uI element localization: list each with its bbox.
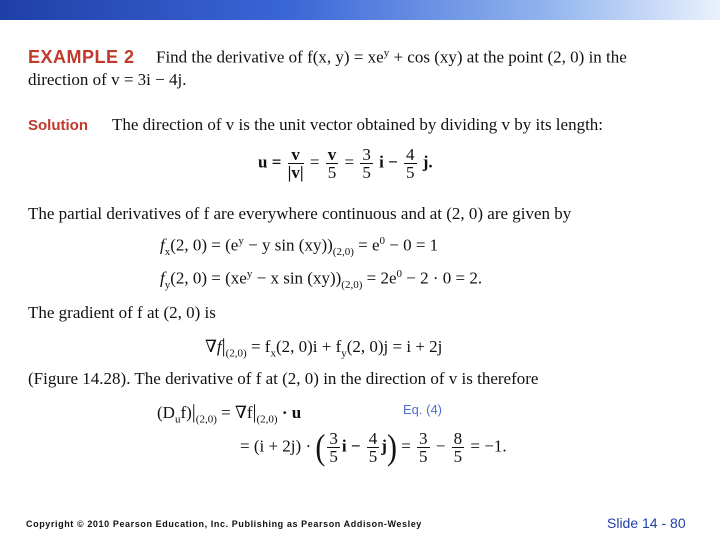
grad-lhs: ∇f: [205, 337, 222, 356]
frac-num: 4: [406, 145, 415, 164]
grad-eval-point: (2,0): [225, 347, 247, 360]
fy-sup: y: [246, 268, 253, 280]
dd-lhs-sub: u: [174, 413, 181, 426]
final-equation: [240, 427, 507, 467]
fy-eval-point: (2,0): [341, 279, 363, 292]
equation-reference: Eq. (4): [403, 402, 443, 417]
figure-reference-text: (Figure 14.28). The derivative of f at (2, 0) in the direction of v is therefore: [28, 369, 539, 388]
final-j: j: [381, 436, 387, 456]
fy-lhs-rest: (2, 0) = (xe: [170, 268, 247, 288]
fx-mid: − y sin (xy)): [243, 235, 333, 255]
unit-vector-equation: [258, 146, 433, 181]
solution-label: Solution: [28, 117, 88, 134]
example-statement-line2: direction of v = 3i − 4j.: [28, 70, 187, 89]
fraction-8-5: [452, 430, 465, 465]
fy-rhs: = 2e: [362, 268, 397, 288]
solution-text: The direction of v is the unit vector obtained by dividing v by its length:: [112, 115, 604, 134]
eval-bar: |: [221, 335, 226, 357]
final-start: = (i + 2j) ·: [240, 436, 312, 456]
example-line1-sup: y: [383, 47, 390, 59]
gradient-text: The gradient of f at (2, 0) is: [28, 303, 216, 322]
grad-end: (2, 0)j = i + 2j: [346, 337, 443, 356]
header-gradient-bar: [0, 0, 720, 20]
i-term: i −: [379, 152, 398, 172]
gradient-equation: [205, 335, 442, 359]
frac-num: 3: [362, 145, 371, 164]
frac-num: 3: [419, 429, 428, 448]
frac-den: 5: [453, 447, 463, 466]
frac-num: 8: [453, 429, 463, 448]
frac-den: |v|: [287, 163, 304, 182]
frac-den: 5: [368, 447, 378, 466]
dd-mid: = ∇f: [216, 403, 253, 422]
fraction-4-5: [367, 430, 380, 465]
dd-lhs-rest: f): [180, 403, 192, 422]
dd-eval-point: (2,0): [195, 413, 217, 426]
example-line1-text: Find the derivative of f(x, y) = xe: [156, 47, 384, 67]
fy-mid: − x sin (xy)): [252, 268, 342, 288]
fraction-3-5: [417, 430, 430, 465]
frac-num: 3: [329, 429, 338, 448]
frac-den: 5: [362, 163, 371, 182]
frac-num: v: [291, 145, 300, 164]
frac-num: 4: [368, 429, 378, 448]
dd-end: · u: [277, 403, 302, 422]
equals-sign: =: [309, 152, 320, 172]
fraction-3-5: [360, 146, 373, 181]
dd-lhs: (D: [157, 403, 175, 422]
eval-bar: |: [252, 401, 257, 423]
fy-f: f: [160, 268, 165, 288]
fraction-4-5: [404, 146, 417, 181]
frac-den: 5: [419, 447, 428, 466]
grad-rhs: = f: [246, 337, 271, 356]
slide-number: Slide 14 - 80: [607, 515, 686, 531]
final-result: = −1.: [470, 436, 507, 456]
dd-eval-point-2: (2,0): [256, 413, 278, 426]
fy-rhs-sup: 0: [396, 268, 402, 280]
equals-sign: =: [344, 152, 355, 172]
partials-text: The partial derivatives of f are everywhere continuous and at (2, 0) are given by: [28, 204, 572, 223]
frac-den: 5: [329, 447, 338, 466]
fx-lhs-rest: (2, 0) = (e: [170, 235, 239, 255]
grad-sub-x: x: [270, 347, 276, 360]
fy-sub: y: [164, 279, 171, 292]
left-paren: (: [315, 427, 326, 467]
j-term: j.: [422, 152, 433, 172]
grad-mid: (2, 0)i + f: [275, 337, 342, 356]
fraction-v-over-norm: [288, 146, 304, 181]
fx-sub: x: [164, 246, 171, 259]
frac-den: 5: [327, 163, 337, 182]
right-paren: ): [386, 427, 397, 467]
equals-sign: =: [401, 436, 411, 456]
example-statement-line1: [156, 47, 627, 68]
fx-rhs: = e: [353, 235, 380, 255]
fraction-3-5: [327, 430, 340, 465]
fraction-v-over-5: [326, 146, 339, 181]
fx-equation: [160, 235, 438, 258]
final-i: i −: [341, 436, 361, 456]
fx-sup: y: [238, 235, 244, 247]
unit-vector-lhs: u =: [258, 152, 282, 172]
directional-derivative-equation: [157, 401, 301, 425]
fx-rhs-rest: − 0 = 1: [385, 235, 439, 255]
example-label: EXAMPLE 2: [28, 47, 135, 67]
minus-sign: −: [435, 436, 446, 456]
eval-bar: |: [191, 401, 196, 423]
frac-num: v: [327, 145, 337, 164]
fx-f: f: [160, 235, 165, 255]
fx-eval-point: (2,0): [332, 246, 354, 259]
frac-den: 5: [406, 163, 415, 182]
copyright-footer: Copyright © 2010 Pearson Education, Inc. Publishing as Pearson Addison-Wesley: [26, 519, 422, 529]
example-line1-rest: + cos (xy) at the point (2, 0) in the: [389, 47, 627, 67]
fy-rhs-rest: − 2 · 0 = 2.: [402, 268, 483, 288]
grad-sub-y: y: [341, 347, 347, 360]
fx-rhs-sup: 0: [379, 235, 385, 247]
fy-equation: [160, 268, 482, 291]
